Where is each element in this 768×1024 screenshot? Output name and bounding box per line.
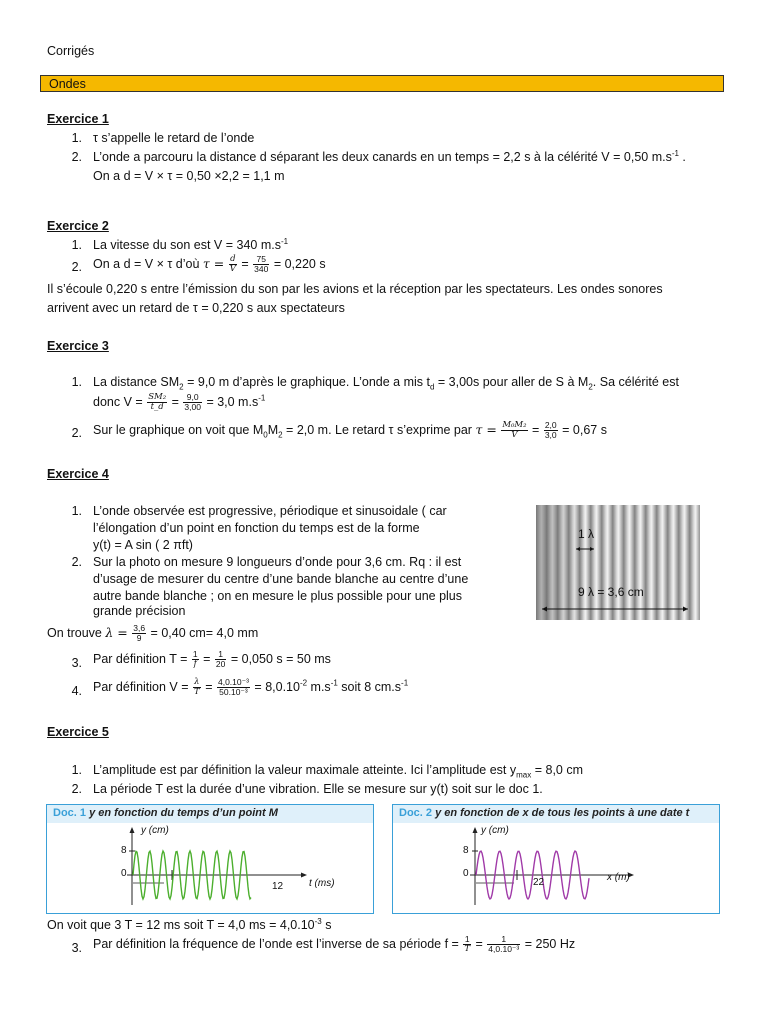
doc1-x-label: t (ms) [309, 878, 335, 889]
doc1-figure [46, 804, 374, 914]
doc1-y-tick-8: 8 [121, 845, 127, 856]
doc2-figure [392, 804, 720, 914]
doc1-plot [47, 823, 373, 913]
ex2-line-2: On a d = V × τ d’où τ = $\frac{d}{V}$ = $\frac{75}{340}$ = 0,220 s [93, 254, 326, 274]
ex4-line-4: Sur la photo on mesure 9 longueurs d’onde pour 3,6 cm. Rq : il est [93, 555, 462, 569]
ex4-line-period: Par définition T = $\frac{1}{f}$ = $\frac{1}{20}$ = 0,050 s = 50 ms [93, 649, 331, 669]
list-number: 1. [71, 131, 82, 145]
list-number: 2. [71, 150, 82, 164]
section-banner [40, 75, 724, 92]
ex4-line-5: d’usage de mesurer du centre d’une bande blanche au centre d’une [93, 572, 469, 586]
exercise-1-title: Exercice 1 [47, 112, 109, 126]
list-number: 3. [71, 941, 82, 955]
ex3-line-3: Sur le graphique on voit que $M_0M_2 = 2,0$ m. Le retard τ s’exprime par τ = $\frac{\text{M₀M₂}}{V}$ = $\frac{2,0}{3,0}$ = 0,67 s [93, 420, 607, 440]
list-number: 1. [71, 375, 82, 389]
list-number: 4. [71, 684, 82, 698]
banner-label: Ondes [49, 77, 86, 91]
ex4-line-2: l’élongation d’un point en fonction du temps est de la forme [93, 521, 420, 535]
ripple-photo-image [536, 505, 700, 620]
ex4-line-6: autre bande blanche ; on en mesure le plus possible pour une plus [93, 589, 463, 603]
ex2-line-1: La vitesse du son est V = 340 $m.s^{-1}$ [93, 236, 289, 252]
doc2-y-tick-8: 8 [463, 845, 469, 856]
ex4-line-1: L’onde observée est progressive, périodique et sinusoidale ( car [93, 504, 447, 518]
doc2-x-label: x (m) [607, 872, 630, 883]
list-number: 1. [71, 763, 82, 777]
ex4-line-3: y(t) = A sin ( 2 πft) [93, 538, 193, 552]
ripple-photo [536, 505, 700, 620]
ex5-line-1: L’amplitude est par définition la valeur maximale atteinte. Ici l’amplitude est $y_{max} = 8,0$ cm [93, 763, 584, 780]
list-number: 3. [71, 656, 82, 670]
doc1-title: Doc. 1 y en fonction du temps d’un point M [53, 807, 278, 819]
doc1-y-tick-0: 0 [121, 868, 127, 879]
doc2-title: Doc. 2 y en fonction de x de tous les points à une date t [399, 807, 690, 819]
list-number: 2. [71, 782, 82, 796]
ex4-line-7: grande précision [93, 604, 186, 618]
ex1-line-2: L’onde a parcouru la distance d séparant les deux canards en un temps = 2,2 s à la célérité V = 0,50 $m.s^{-1}$ . [93, 148, 686, 164]
ex2-paragraph-line-1: Il s’écoule 0,220 s entre l’émission du son par les avions et la réception par les spectateurs. Les ondes sonores [47, 282, 663, 296]
ex1-line-3: On a d = V × τ = 0,50 ×2,2 = 1,1 m [93, 169, 285, 183]
ex5-line-4: Par définition la fréquence de l’onde est l’inverse de sa période f = $\frac{1}{T}$ = $\frac{1}{\text{4,0.10⁻³}}$ = 250 Hz [93, 934, 576, 954]
exercise-5-title: Exercice 5 [47, 725, 109, 739]
exercise-2-title: Exercice 2 [47, 219, 109, 233]
exercise-3-title: Exercice 3 [47, 339, 109, 353]
list-number: 1. [71, 238, 82, 252]
ex3-line-2: donc V = $\frac{\text{SM₂}}{t\_d}$ = $\frac{9,0}{3,00}$ = 3,0 $m.s^{-1}$ [93, 392, 266, 412]
list-number: 2. [71, 555, 82, 569]
doc1-y-label: y (cm) [141, 825, 169, 836]
ex5-line-3: On voit que 3 T = 12 ms soit T = 4,0 ms = $4,0.10^{-3}$ s [47, 916, 332, 932]
list-number: 2. [71, 426, 82, 440]
doc1-x-tick-12: 12 [272, 881, 284, 892]
doc2-y-tick-0: 0 [463, 868, 469, 879]
page-heading: Corrigés [47, 44, 95, 58]
doc2-y-label: y (cm) [481, 825, 509, 836]
exercise-4-title: Exercice 4 [47, 467, 109, 481]
ex2-paragraph-line-2: arrivent avec un retard de τ = 0,220 s aux spectateurs [47, 301, 345, 315]
photo-label-lambda: 1 λ [578, 527, 595, 541]
photo-label-nine-lambda: 9 λ = 3,6 cm [578, 585, 644, 599]
ex5-line-2: La période T est la durée d’une vibration. Elle se mesure sur y(t) soit sur le doc 1. [93, 782, 543, 796]
ex4-line-speed: Par définition V = $\frac{\lambda}{T}$ = $\frac{\text{4,0.10⁻³}}{\text{50.10⁻³}}$ = $8,0.10^{-2}$ $m.s^{-1}$ soit 8 $cm.s^{-1}$ [93, 677, 409, 697]
ex1-line-1: τ s’appelle le retard de l’onde [93, 131, 255, 145]
doc2-plot [393, 823, 719, 913]
doc2-x-tick-22: 22 [533, 877, 545, 888]
ex3-line-1: La distance $SM_2 = 9,0$ m d’après le graphique. L’onde a mis $t_d = 3,00s$ pour aller de S à $M_2$. Sa célérité est [93, 375, 679, 392]
list-number: 2. [71, 260, 82, 274]
ex4-result-line: On trouve λ = $\frac{3,6}{9}$ = 0,40 cm= 4,0 mm [47, 623, 259, 643]
list-number: 1. [71, 504, 82, 518]
